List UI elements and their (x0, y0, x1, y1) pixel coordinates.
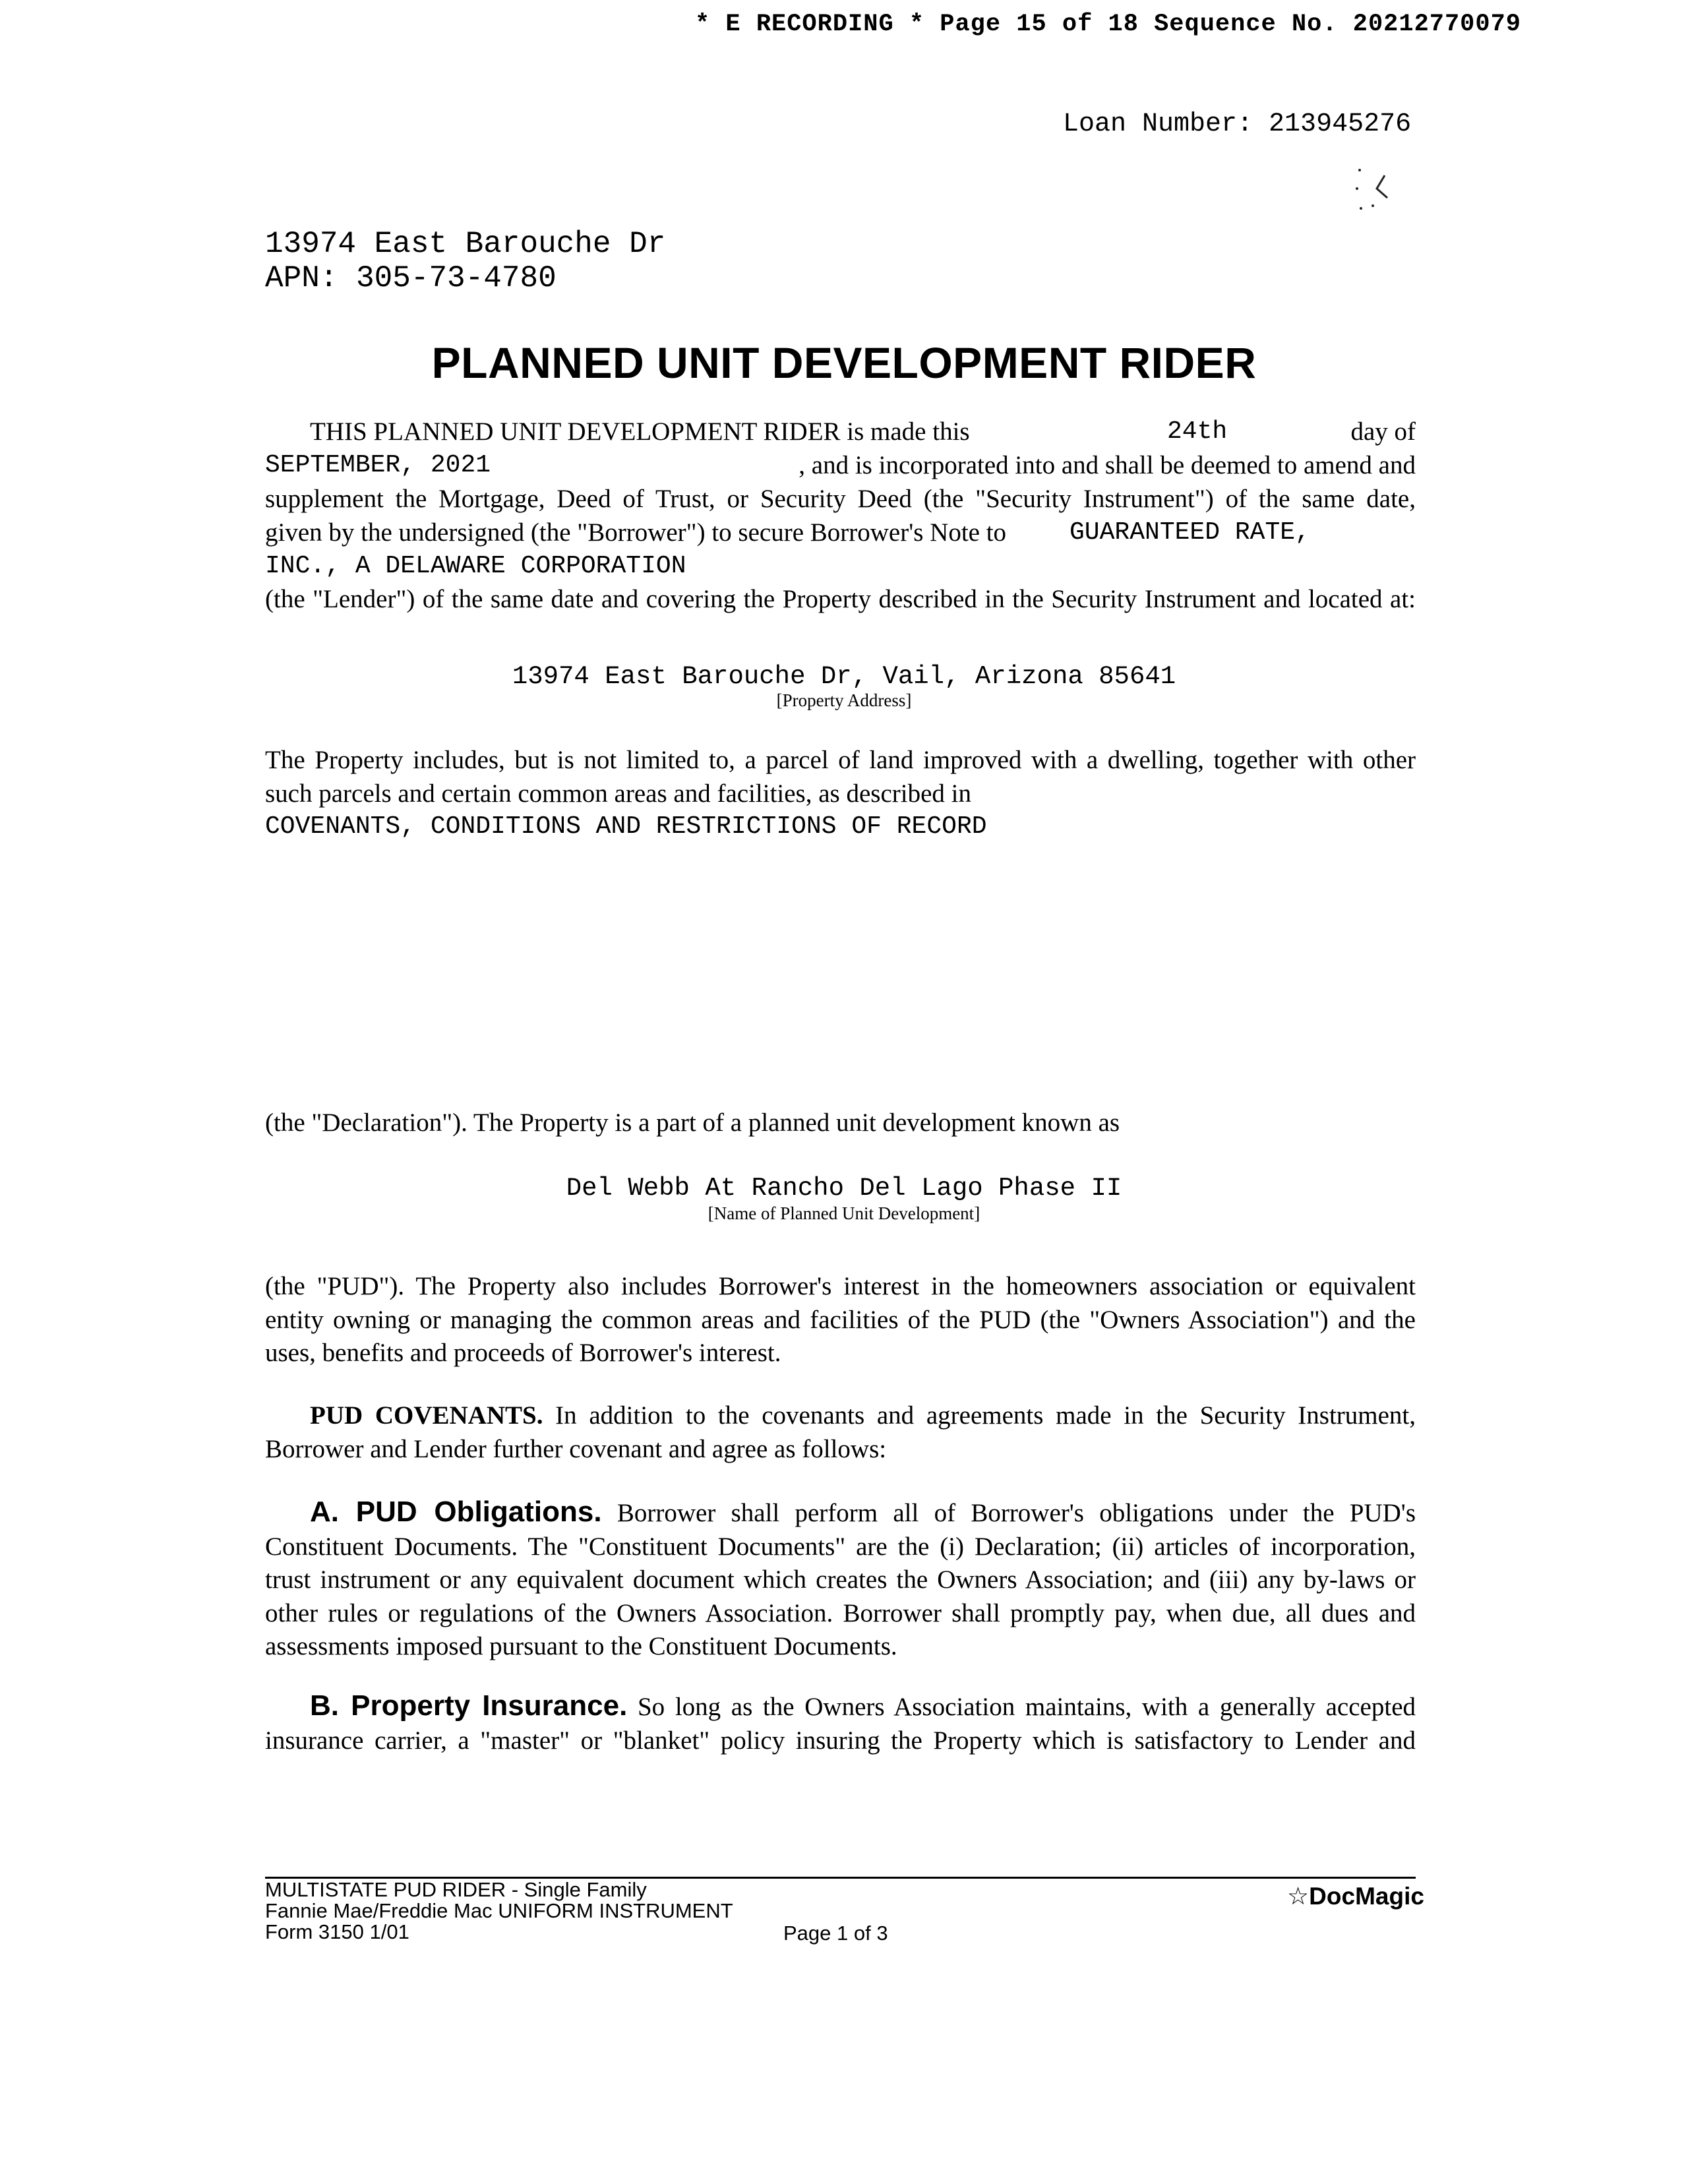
pud-name: Del Webb At Rancho Del Lago Phase II (566, 1174, 1122, 1203)
covenants-paragraph (265, 1399, 1416, 1466)
document-title: PLANNED UNIT DEVELOPMENT RIDER (431, 338, 1257, 387)
property-address: 13974 East Barouche Dr, Vail, Arizona 85641 (512, 662, 1176, 691)
recording-header: * E RECORDING * Page 15 of 18 Sequence No. 20212770079 (695, 11, 1521, 38)
form-number: Form 3150 1/01 (265, 1920, 409, 1943)
property-address-block (0, 662, 1688, 710)
body-text: The Property includes, but is not limited to, a parcel of land improved with a dwelling, together with other (265, 746, 1416, 774)
rider-month-year: SEPTEMBER, 2021 (265, 451, 491, 479)
form-footer (265, 1879, 733, 1943)
brand-logo (1287, 1882, 1424, 1910)
property-includes-paragraph (265, 744, 1416, 844)
section-b-heading: B. Property Insurance. (310, 1689, 628, 1722)
pud-name-block (0, 1174, 1688, 1224)
intro-text: THIS PLANNED UNIT DEVELOPMENT RIDER is made this (310, 417, 970, 446)
property-address-caption: [Property Address] (776, 690, 912, 710)
section-b (265, 1689, 1416, 1757)
intro-text: day of (1350, 417, 1416, 446)
property-reference (265, 227, 665, 295)
form-instrument: Fannie Mae/Freddie Mac UNIFORM INSTRUMENT (265, 1899, 733, 1922)
body-text: (the "PUD"). The Property also includes Borrower's interest in the homeowners association or equivalent (265, 1272, 1416, 1300)
brand-name: DocMagic (1309, 1883, 1424, 1910)
body-text: other rules or regulations of the Owners Association. Borrower shall promptly pay, when due, all dues and (265, 1598, 1416, 1627)
pud-paragraph (265, 1270, 1416, 1370)
lender-name-cont: INC., A DELAWARE CORPORATION (265, 551, 686, 580)
section-a-heading: A. PUD Obligations. (310, 1496, 602, 1528)
body-text: trust instrument or any equivalent document which creates the Owners Association; and (iii) any by-laws or (265, 1565, 1416, 1594)
intro-text: , and is incorporated into and shall be deemed to amend and (799, 451, 1416, 479)
body-text: assessments imposed pursuant to the Constituent Documents. (265, 1632, 897, 1660)
lender-name: GUARANTEED RATE, (1070, 518, 1310, 547)
rider-day: 24th (1167, 417, 1228, 446)
page-number: Page 1 of 3 (783, 1922, 888, 1945)
body-text: such parcels and certain common areas and facilities, as described in (265, 779, 971, 808)
body-text: Constituent Documents. The "Constituent Documents" are the (i) Declaration; (ii) articles of incorporation, (265, 1532, 1416, 1561)
loan-number: Loan Number: 213945276 (1063, 109, 1412, 139)
intro-text: supplement the Mortgage, Deed of Trust, or Security Deed (the "Security Instrument") of the same date, (265, 485, 1416, 513)
body-text: insurance carrier, a "master" or "blanket" policy insuring the Property which is satisfactory to Lender and (265, 1726, 1416, 1755)
star-icon: ☆ (1287, 1883, 1310, 1910)
intro-paragraph (265, 415, 1416, 617)
body-text: uses, benefits and proceeds of Borrower's interest. (265, 1339, 781, 1367)
covenants-heading: PUD COVENANTS. (310, 1401, 543, 1430)
body-text: Borrower and Lender further covenant and agree as follows: (265, 1434, 887, 1463)
body-text: entity owning or managing the common areas and facilities of the PUD (the "Owners Association") and the (265, 1305, 1416, 1334)
intro-text: (the "Lender") of the same date and covering the Property described in the Security Instrument and located at: (265, 585, 1416, 613)
property-street: 13974 East Barouche Dr (265, 227, 666, 261)
intro-text: given by the undersigned (the "Borrower") to secure Borrower's Note to (265, 518, 1007, 547)
declaration-line: (the "Declaration"). The Property is a part of a planned unit development known as (265, 1108, 1120, 1137)
handwritten-mark (1337, 149, 1410, 222)
form-name: MULTISTATE PUD RIDER - Single Family (265, 1878, 647, 1901)
body-text: In addition to the covenants and agreements made in the Security Instrument, (555, 1401, 1416, 1430)
section-a (265, 1496, 1416, 1664)
declaration-name: COVENANTS, CONDITIONS AND RESTRICTIONS OF RECORD (265, 812, 987, 841)
pud-name-caption: [Name of Planned Unit Development] (708, 1203, 980, 1223)
body-text: Borrower shall perform all of Borrower's obligations under the PUD's (617, 1499, 1416, 1527)
property-apn: APN: 305-73-4780 (265, 261, 557, 295)
body-text: So long as the Owners Association maintains, with a generally accepted (637, 1693, 1416, 1721)
